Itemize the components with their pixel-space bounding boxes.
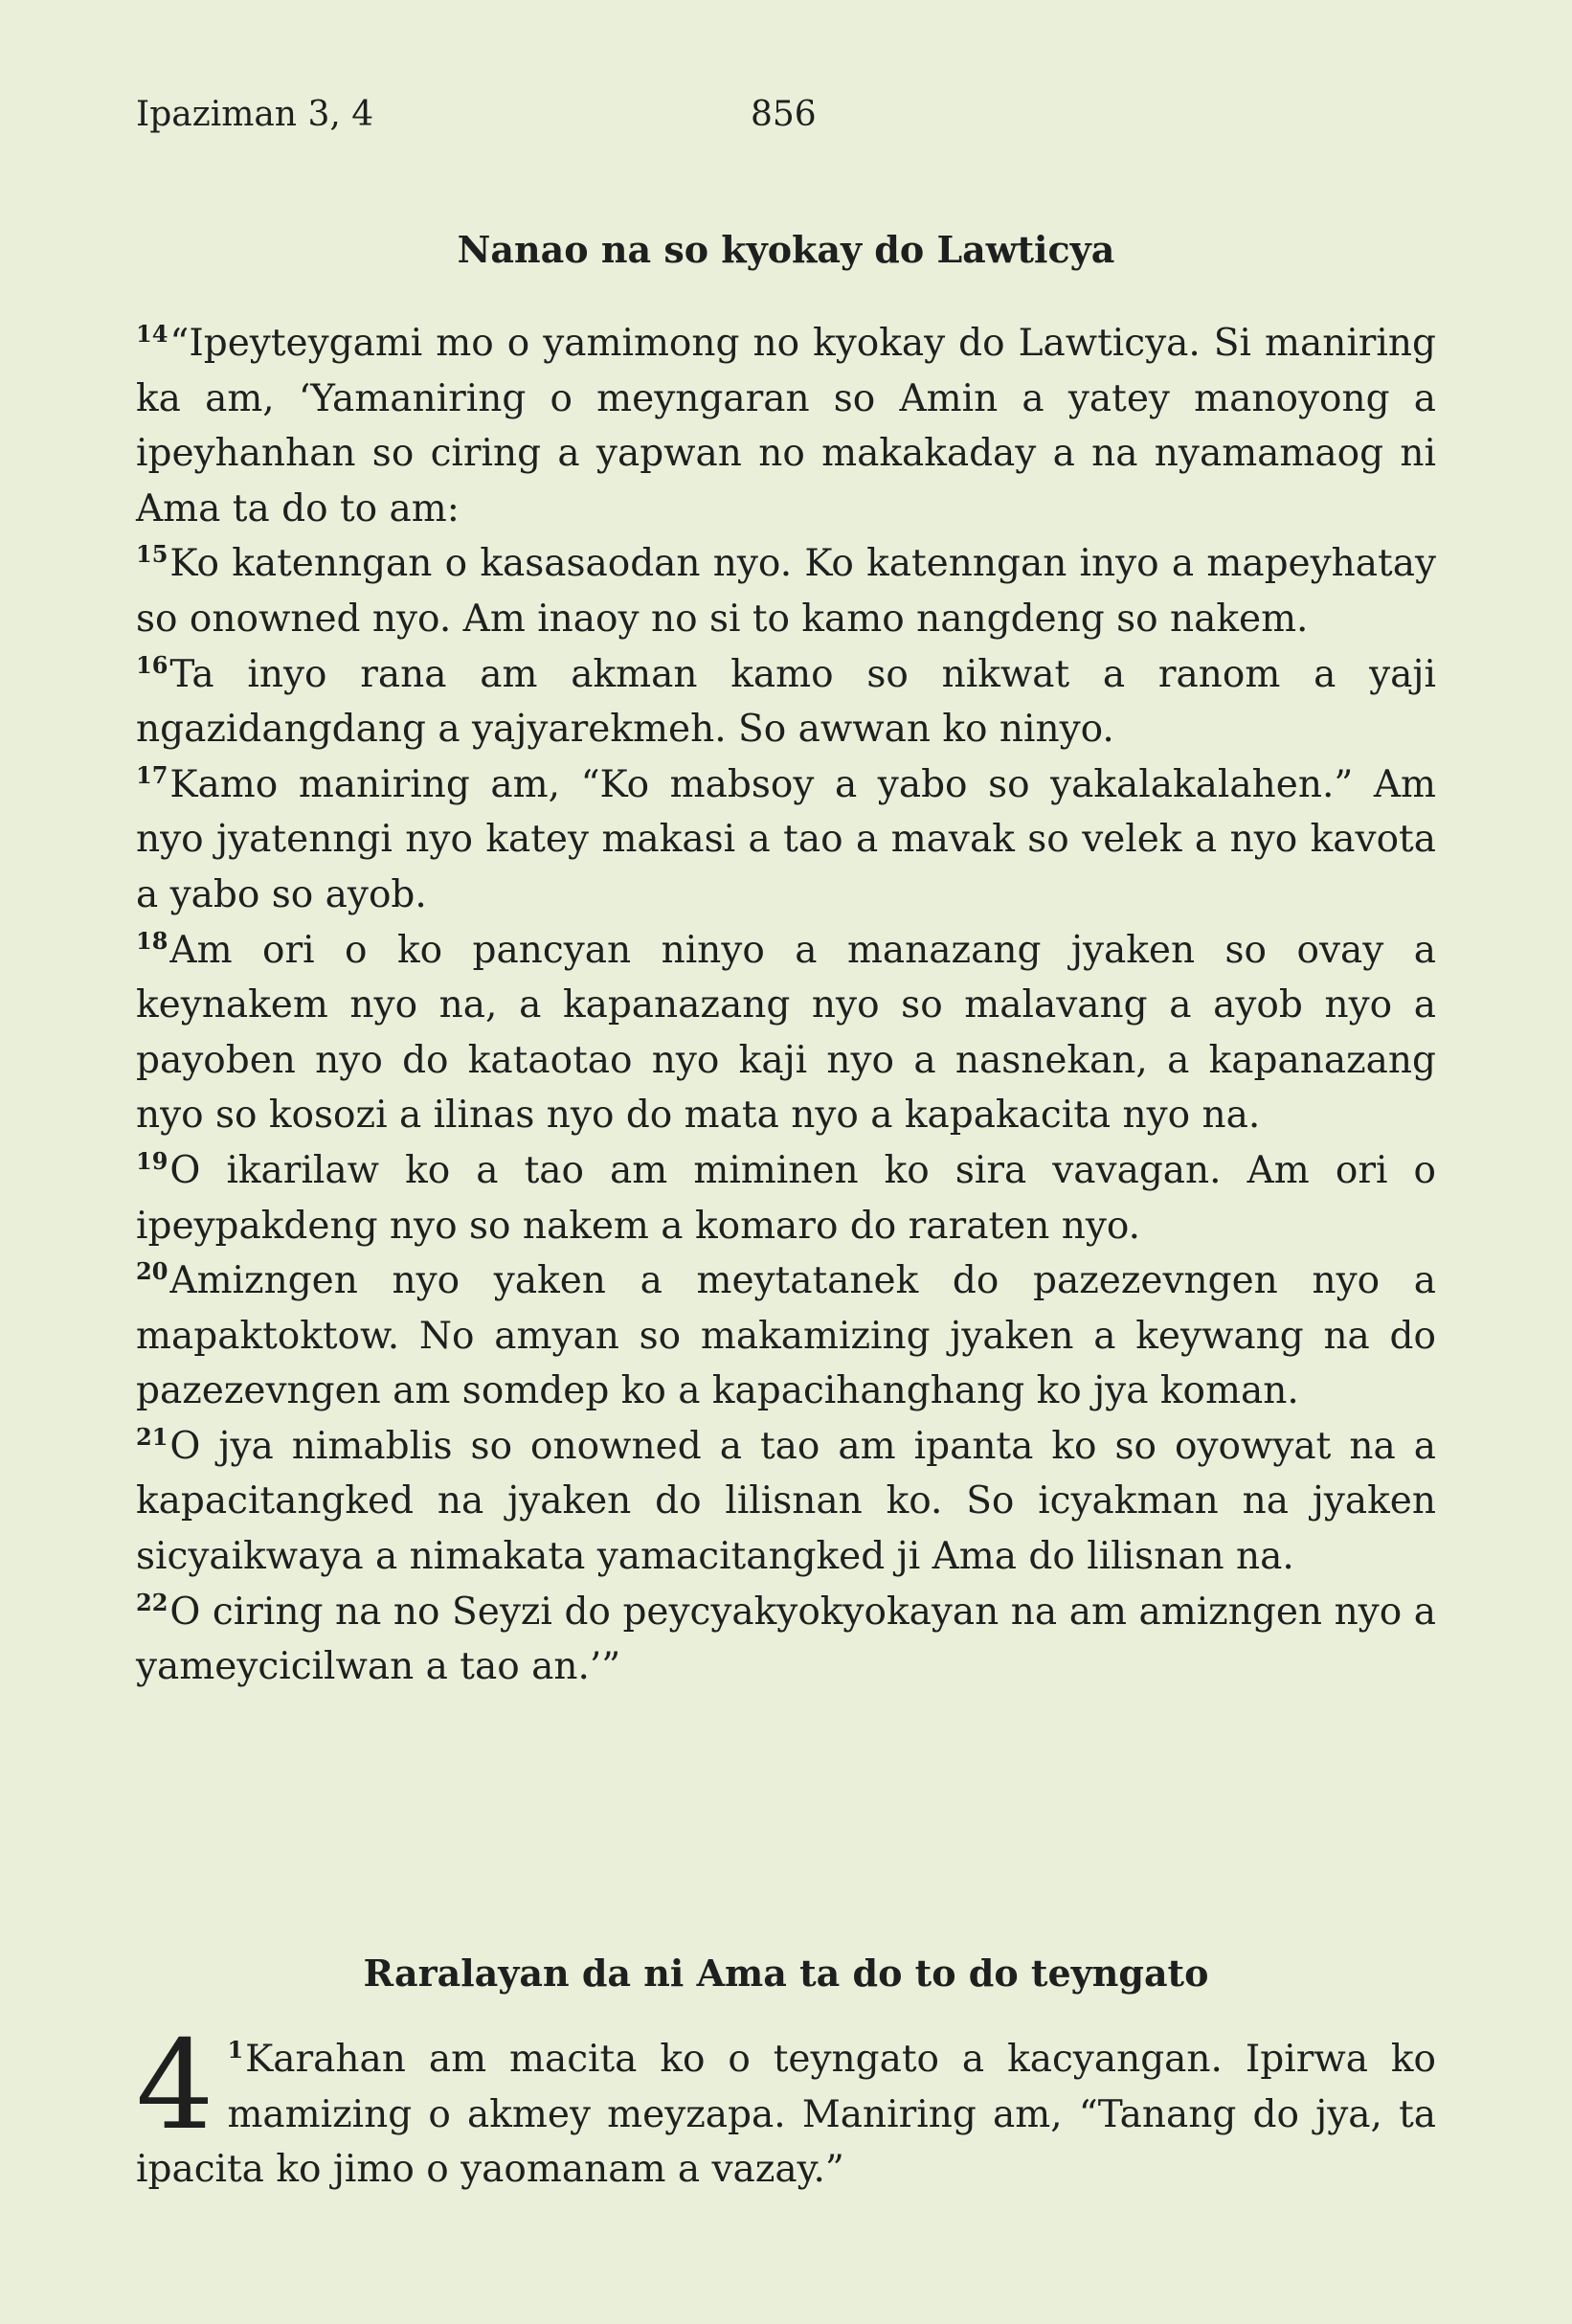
- section-heading-lawticya: Nanao na so kyokay do Lawticya: [457, 228, 1115, 271]
- chapter-number: 4: [136, 2015, 214, 2157]
- verse-text: “Ipeyteygami mo o yamimong no kyokay do Lawticya. Si maniring ka am, ‘Yamaniring o meyngaran so Amin a yatey manoyong a ipeyhanhan so ciring a yapwan no makakaday a na nyamamaog ni Ama ta do to am:: [136, 322, 1436, 530]
- verse-number: 22: [136, 1588, 168, 1616]
- verse-16: [136, 647, 1436, 757]
- verse-number: 1: [227, 2036, 244, 2064]
- section-body-lawticya: [136, 316, 1436, 1695]
- verse-18: [136, 923, 1436, 1143]
- verse-22: [136, 1585, 1436, 1695]
- verse-number: 16: [136, 650, 168, 679]
- verse-text: Ta inyo rana am akman kamo so nikwat a ranom a yaji ngazidangdang a yajyarekmeh. So awwan ko ninyo.: [136, 652, 1436, 752]
- verse-number: 15: [136, 540, 168, 569]
- verse-20: [136, 1253, 1436, 1419]
- verse-1: [136, 2015, 1436, 2198]
- verse-number: 17: [136, 760, 168, 789]
- section-body-teyngato: [136, 2015, 1436, 2198]
- verse-number: 14: [136, 320, 168, 348]
- book-reference: Ipaziman 3, 4: [136, 95, 374, 134]
- verse-text: Am ori o ko pancyan ninyo a manazang jyaken so ovay a keynakem nyo na, a kapanazang nyo so malavang a ayob nyo a payoben nyo do kataotao nyo kaji nyo a nasnekan, a kapanazang nyo so kosozi a ilinas nyo do mata nyo a kapakacita nyo na.: [136, 928, 1436, 1138]
- verse-number: 19: [136, 1146, 168, 1175]
- verse-14: [136, 316, 1436, 536]
- verse-text: O jya nimablis so onowned a tao am ipanta ko so oyowyat na a kapacitangked na jyaken do lilisnan ko. So icyakman na jyaken sicyaikwaya a nimakata yamacitangked ji Ama do lilisnan na.: [136, 1424, 1436, 1579]
- verse-19: [136, 1143, 1436, 1253]
- page-number: 856: [751, 95, 817, 134]
- verse-number: 18: [136, 926, 168, 955]
- verse-15: [136, 536, 1436, 646]
- verse-text: Amizngen nyo yaken a meytatanek do pazezevngen nyo a mapaktoktow. No amyan so makamizing jyaken a keywang na do pazezevngen am somdep ko a kapacihanghang ko jya koman.: [136, 1259, 1436, 1413]
- verse-text: O ciring na no Seyzi do peycyakyokyokayan na am amizngen nyo a yameycicilwan a tao an.’”: [136, 1590, 1436, 1689]
- verse-number: 21: [136, 1422, 168, 1451]
- verse-text: Ko katenngan o kasasaodan nyo. Ko katenngan inyo a mapeyhatay so onowned nyo. Am inaoy no si to kamo nangdeng so nakem.: [136, 542, 1436, 641]
- verse-21: [136, 1419, 1436, 1585]
- running-head: [136, 86, 1436, 144]
- verse-text: O ikarilaw ko a tao am miminen ko sira vavagan. Am ori o ipeypakdeng nyo so nakem a komaro do raraten nyo.: [136, 1148, 1436, 1248]
- verse-number: 20: [136, 1257, 168, 1286]
- verse-17: [136, 757, 1436, 923]
- verse-text: Karahan am macita ko o teyngato a kacyangan. Ipirwa ko mamizing o akmey meyzapa. Maniring am, “Tanang do jya, ta ipacita ko jimo o yaomanam a vazay.”: [136, 2038, 1436, 2192]
- section-heading-teyngato: Raralayan da ni Ama ta do to do teyngato: [363, 1952, 1209, 1995]
- verse-text: Kamo maniring am, “Ko mabsoy a yabo so yakalakalahen.” Am nyo jyatenngi nyo katey makasi a tao a mavak so velek a nyo kavota a yabo so ayob.: [136, 762, 1436, 916]
